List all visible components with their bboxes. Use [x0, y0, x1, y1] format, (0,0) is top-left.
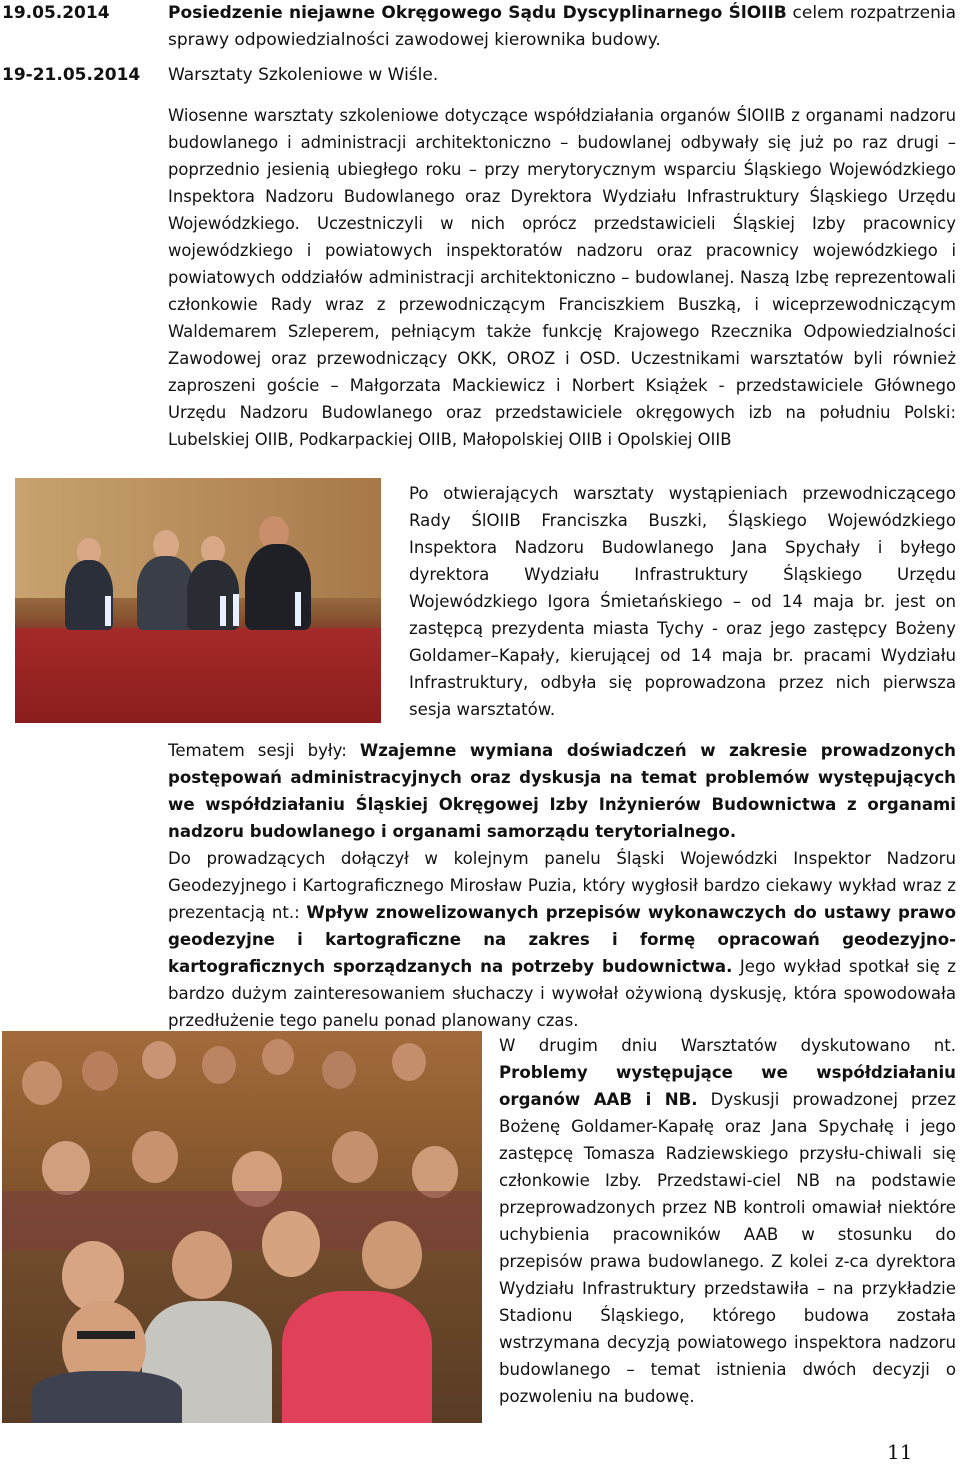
panel-paragraph [168, 845, 956, 1034]
day2-lead: W drugim dniu Warsztatów dyskutowano nt. [499, 1036, 956, 1055]
entry-title-2-text: Warsztaty Szkoleniowe w Wiśle. [168, 65, 439, 85]
conference-panel-photo [15, 478, 381, 723]
topic-paragraph [168, 737, 956, 845]
panel-lecture-title: Wpływ znowelizowanych przepisów wykonawczych do ustawy prawo geodezyjne i kartograficzne na zakres i formę opracowań geodezyjno-kartograficznych sporządzanych na potrzeby budownictwa. [168, 903, 956, 976]
entry-title-2 [168, 62, 956, 89]
entry-title-1 [168, 0, 956, 54]
audience-photo [2, 1031, 482, 1423]
intro-paragraph: Wiosenne warsztaty szkoleniowe dotyczące współdziałania organów ŚlOIIB z organami nadzoru budowlanego i administracji architektoniczno – budowlanej odbywały się już po raz drugi – poprzednio jesienią ubiegłego roku – przy merytorycznym wsparciu Śląskiego Wojewódzkiego Inspektora Nadzoru Budowlanego oraz Dyrektora Wydziału Infrastruktury Śląskiego Urzędu Wojewódzkiego. Uczestniczyli w nich oprócz przedstawicieli Śląskiej Izby pracownicy wojewódzkiego i powiatowych inspektoratów nadzoru oraz pracownicy wojewódzkiego i powiatowych oddziałów administracji architektoniczno – budowlanej. Naszą Izbę reprezentowali członkowie Rady wraz z przewodniczącym Franciszkiem Buszką, i wiceprzewodniczącym Waldemarem Szleperem, pełniącym także funkcję Krajowego Rzecznika Odpowiedzialności Zawodowej oraz przewodniczący OKK, OROZ i OSD. Uczestnikami warsztatów byli również zaproszeni goście – Małgorzata Mackiewicz i Norbert Książek - przedstawiciele Głównego Urzędu Nadzoru Budowlanego oraz przedstawiciele okręgowych izb na południu Polski: Lubelskiej OIIB, Podkarpackiej OIIB, Małopolskiej OIIB i Opolskiej OIIB [168, 106, 956, 449]
opening-paragraph: Po otwierających warsztaty wystąpieniach przewodniczącego Rady ŚlOIIB Franciszka Buszki, Śląskiego Wojewódzkiego Inspektora Nadzoru Budowlanego Jana Spychały i byłego dyrektora Wydziału Infrastruktury Śląskiego Urzędu Wojewódzkiego Igora Śmietańskiego – od 14 maja br. jest on zastępcą prezydenta miasta Tychy - oraz jego zastępcy Bożeny Goldamer–Kapały, kierującej od 14 maja br. pracami Wydziału Infrastruktury, odbyła się poprowadzona przez nich pierwsza sesja warsztatów. [409, 484, 956, 719]
day2-rest: Dyskusji prowadzonej przez Bożenę Goldamer-Kapałę oraz Jana Spychałę i jego zastępcę Tomasza Radziewskiego przysłu-chiwali się członkowie Izby. Przedstawi-ciel NB na podstawie przeprowadzonych przez NB kontroli omawiał niektóre uchybienia pracowników AAB w stosunku do przepisów prawa budowlanego. Z kolei z-ca dyrektora Wydziału Infrastruktury przedstawiła – na przykładzie Stadionu Śląskiego, którego budowa została wstrzymana decyzją powiatowego inspektora nadzoru budowlanego – temat istnienia dwóch decyzji o pozwoleniu na budowę. [499, 1090, 956, 1406]
entry-date-1: 19.05.2014 [2, 3, 110, 23]
entry-date-2: 19-21.05.2014 [2, 65, 141, 85]
day2-paragraph [499, 1032, 956, 1410]
panel-lead: Do prowadzących dołączył w kolejnym panelu Śląski Wojewódzki Inspektor Nadzoru Geodezyjnego i Kartograficznego Mirosław Puzia, który wygłosił bardzo ciekawy wykład wraz z prezentacją nt.: [168, 849, 956, 922]
entry-title-1-bold: Posiedzenie niejawne Okręgowego Sądu Dyscyplinarnego ŚlOIIB [168, 3, 787, 23]
panel-rest: Jego wykład spotkał się z bardzo dużym zainteresowaniem słuchaczy i wywołał ożywioną dyskusję, która spowodowała przedłużenie tego panelu ponad planowany czas. [168, 957, 957, 1030]
page-number: 11 [887, 1440, 913, 1464]
day2-topic: Problemy występujące we współdziałaniu organów AAB i NB. [499, 1063, 956, 1109]
topic-title: Wzajemne wymiana doświadczeń w zakresie prowadzonych postępowań administracyjnych oraz dyskusja na temat problemów występujących we współdziałaniu Śląskiej Okręgowej Izby Inżynierów Budownictwa z organami nadzoru budowlanego i organami samorządu terytorialnego. [168, 741, 956, 841]
topic-lead: Tematem sesji były: [168, 741, 360, 760]
entry-title-1-rest: celem rozpatrzenia sprawy odpowiedzialności zawodowej kierownika budowy. [168, 3, 956, 50]
